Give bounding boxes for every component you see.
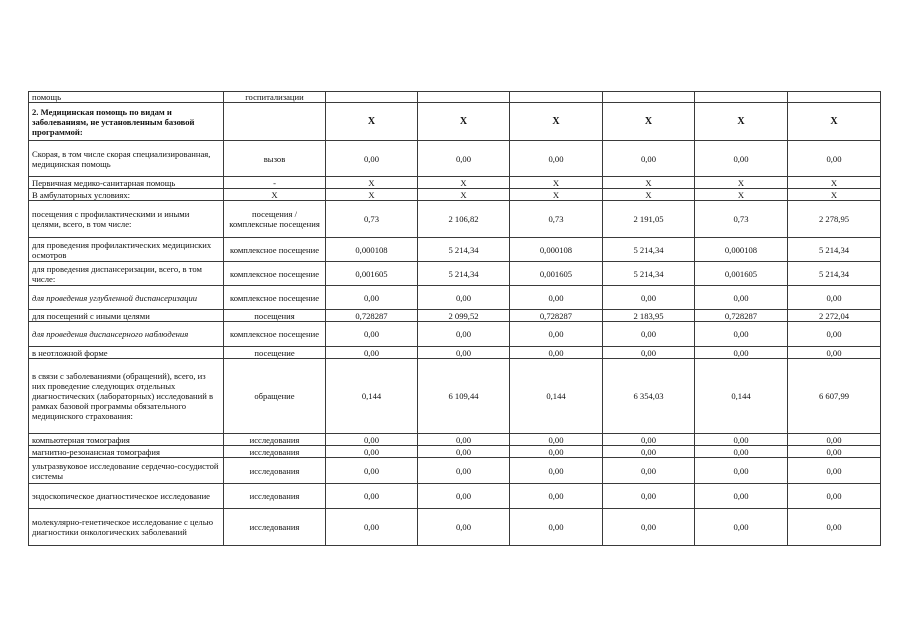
- value-cell: 0,00: [603, 322, 695, 347]
- row-label: В амбулаторных условиях:: [29, 189, 224, 201]
- value-cell: Х: [510, 103, 603, 141]
- value-cell: 0,00: [788, 458, 881, 484]
- value-cell: [326, 92, 418, 103]
- value-cell: 0,00: [418, 509, 510, 546]
- table-row: [29, 92, 881, 103]
- value-cell: 6 607,99: [788, 359, 881, 434]
- value-cell: 2 183,95: [603, 310, 695, 322]
- value-cell: 0,00: [603, 286, 695, 310]
- value-cell: 2 272,04: [788, 310, 881, 322]
- value-cell: 0,00: [326, 434, 418, 446]
- value-cell: 0,00: [788, 484, 881, 509]
- value-cell: Х: [418, 189, 510, 201]
- value-cell: 0,00: [510, 509, 603, 546]
- value-cell: 0,144: [695, 359, 788, 434]
- value-cell: 0,00: [326, 286, 418, 310]
- table-row: [29, 434, 881, 446]
- row-label: ультразвуковое исследование сердечно-сосудистой системы: [29, 458, 224, 484]
- program-norms-table: [28, 91, 881, 546]
- value-cell: Х: [326, 189, 418, 201]
- value-cell: 0,00: [603, 434, 695, 446]
- value-cell: Х: [603, 177, 695, 189]
- unit-cell: [224, 103, 326, 141]
- value-cell: 0,00: [603, 509, 695, 546]
- value-cell: 0,144: [510, 359, 603, 434]
- value-cell: 5 214,34: [418, 262, 510, 286]
- value-cell: 0,000108: [510, 238, 603, 262]
- table-row: [29, 509, 881, 546]
- row-label: посещения с профилактическими и иными целями, всего, в том числе:: [29, 201, 224, 238]
- row-label: 2. Медицинская помощь по видам и заболеваниям, не установленным базовой программой:: [29, 103, 224, 141]
- value-cell: 6 354,03: [603, 359, 695, 434]
- value-cell: Х: [326, 103, 418, 141]
- row-label: помощь: [29, 92, 224, 103]
- value-cell: 0,000108: [326, 238, 418, 262]
- value-cell: 0,00: [326, 458, 418, 484]
- value-cell: 0,00: [603, 347, 695, 359]
- table-row: [29, 262, 881, 286]
- unit-cell: исследования: [224, 434, 326, 446]
- row-label: для проведения углубленной диспансеризации: [29, 286, 224, 310]
- value-cell: 0,00: [695, 484, 788, 509]
- row-label: молекулярно-генетическое исследование с целью диагностики онкологических заболеваний: [29, 509, 224, 546]
- value-cell: Х: [695, 103, 788, 141]
- value-cell: 0,00: [418, 446, 510, 458]
- value-cell: 0,00: [695, 347, 788, 359]
- value-cell: 0,73: [510, 201, 603, 238]
- unit-cell: Х: [224, 189, 326, 201]
- unit-cell: посещения: [224, 310, 326, 322]
- table-row: [29, 458, 881, 484]
- value-cell: 0,00: [788, 347, 881, 359]
- unit-cell: госпитализации: [224, 92, 326, 103]
- value-cell: 0,00: [695, 434, 788, 446]
- unit-cell: посещение: [224, 347, 326, 359]
- value-cell: 0,00: [510, 347, 603, 359]
- value-cell: 0,00: [603, 458, 695, 484]
- value-cell: 0,00: [326, 446, 418, 458]
- row-label: для проведения диспансеризации, всего, в том числе:: [29, 262, 224, 286]
- table-row: [29, 201, 881, 238]
- row-label: эндоскопическое диагностическое исследование: [29, 484, 224, 509]
- value-cell: 0,00: [418, 286, 510, 310]
- value-cell: 0,00: [510, 141, 603, 177]
- value-cell: Х: [418, 177, 510, 189]
- value-cell: 0,00: [788, 446, 881, 458]
- value-cell: Х: [326, 177, 418, 189]
- table-row: [29, 286, 881, 310]
- value-cell: 0,00: [788, 434, 881, 446]
- value-cell: 0,00: [510, 434, 603, 446]
- document-page: [28, 91, 880, 546]
- value-cell: 0,00: [326, 322, 418, 347]
- value-cell: 0,00: [695, 322, 788, 347]
- value-cell: 0,144: [326, 359, 418, 434]
- value-cell: 0,00: [788, 322, 881, 347]
- value-cell: 2 106,82: [418, 201, 510, 238]
- row-label: Скорая, в том числе скорая специализированная, медицинская помощь: [29, 141, 224, 177]
- value-cell: Х: [788, 189, 881, 201]
- table-row: [29, 347, 881, 359]
- value-cell: 0,00: [510, 322, 603, 347]
- value-cell: 5 214,34: [418, 238, 510, 262]
- value-cell: 0,001605: [510, 262, 603, 286]
- table-row: [29, 310, 881, 322]
- value-cell: Х: [510, 189, 603, 201]
- value-cell: 0,00: [510, 484, 603, 509]
- unit-cell: -: [224, 177, 326, 189]
- unit-cell: исследования: [224, 446, 326, 458]
- value-cell: [695, 92, 788, 103]
- value-cell: 5 214,34: [788, 238, 881, 262]
- row-label: магнитно-резонансная томография: [29, 446, 224, 458]
- value-cell: 5 214,34: [788, 262, 881, 286]
- row-label: Первичная медико-санитарная помощь: [29, 177, 224, 189]
- value-cell: 0,00: [603, 141, 695, 177]
- value-cell: 2 278,95: [788, 201, 881, 238]
- value-cell: 0,00: [695, 286, 788, 310]
- unit-cell: посещения / комплексные посещения: [224, 201, 326, 238]
- table-body: [29, 92, 881, 546]
- unit-cell: исследования: [224, 484, 326, 509]
- value-cell: Х: [510, 177, 603, 189]
- value-cell: 0,00: [418, 347, 510, 359]
- value-cell: 0,728287: [510, 310, 603, 322]
- row-label: для проведения профилактических медицинских осмотров: [29, 238, 224, 262]
- value-cell: 6 109,44: [418, 359, 510, 434]
- value-cell: 0,73: [695, 201, 788, 238]
- unit-cell: обращение: [224, 359, 326, 434]
- value-cell: 0,728287: [326, 310, 418, 322]
- table-row: [29, 189, 881, 201]
- value-cell: 2 191,05: [603, 201, 695, 238]
- value-cell: 0,00: [418, 484, 510, 509]
- table-row: [29, 446, 881, 458]
- value-cell: 0,00: [326, 509, 418, 546]
- value-cell: 5 214,34: [603, 262, 695, 286]
- table-row: [29, 238, 881, 262]
- row-label: в связи с заболеваниями (обращений), всего, из них проведение следующих отдельных диагностических (лабораторных) исследований в рамках базовой программы обязательного медицинского страхования:: [29, 359, 224, 434]
- value-cell: 0,73: [326, 201, 418, 238]
- value-cell: Х: [695, 189, 788, 201]
- value-cell: 0,00: [510, 286, 603, 310]
- value-cell: [510, 92, 603, 103]
- value-cell: 0,00: [418, 322, 510, 347]
- value-cell: 5 214,34: [603, 238, 695, 262]
- value-cell: 0,00: [418, 458, 510, 484]
- unit-cell: исследования: [224, 509, 326, 546]
- table-row: [29, 322, 881, 347]
- unit-cell: исследования: [224, 458, 326, 484]
- table-row: [29, 484, 881, 509]
- value-cell: 0,001605: [326, 262, 418, 286]
- value-cell: Х: [788, 103, 881, 141]
- value-cell: Х: [603, 189, 695, 201]
- unit-cell: комплексное посещение: [224, 238, 326, 262]
- unit-cell: комплексное посещение: [224, 286, 326, 310]
- table-row: [29, 359, 881, 434]
- row-label: в неотложной форме: [29, 347, 224, 359]
- value-cell: [603, 92, 695, 103]
- value-cell: Х: [603, 103, 695, 141]
- value-cell: 0,00: [418, 434, 510, 446]
- value-cell: 0,001605: [695, 262, 788, 286]
- unit-cell: вызов: [224, 141, 326, 177]
- row-label: компьютерная томография: [29, 434, 224, 446]
- value-cell: 0,00: [695, 458, 788, 484]
- value-cell: 0,00: [603, 446, 695, 458]
- value-cell: Х: [418, 103, 510, 141]
- value-cell: 0,00: [326, 484, 418, 509]
- table-row: [29, 103, 881, 141]
- value-cell: 0,00: [695, 446, 788, 458]
- table-row: [29, 177, 881, 189]
- value-cell: 0,00: [418, 141, 510, 177]
- value-cell: 0,000108: [695, 238, 788, 262]
- value-cell: [788, 92, 881, 103]
- value-cell: 0,00: [326, 141, 418, 177]
- unit-cell: комплексное посещение: [224, 262, 326, 286]
- value-cell: 0,00: [510, 446, 603, 458]
- value-cell: Х: [788, 177, 881, 189]
- value-cell: 0,00: [695, 141, 788, 177]
- value-cell: 0,00: [326, 347, 418, 359]
- row-label: для посещений с иными целями: [29, 310, 224, 322]
- value-cell: Х: [695, 177, 788, 189]
- unit-cell: комплексное посещение: [224, 322, 326, 347]
- row-label: для проведения диспансерного наблюдения: [29, 322, 224, 347]
- value-cell: 0,00: [510, 458, 603, 484]
- value-cell: 0,00: [788, 286, 881, 310]
- value-cell: 0,00: [603, 484, 695, 509]
- value-cell: 2 099,52: [418, 310, 510, 322]
- value-cell: 0,00: [695, 509, 788, 546]
- value-cell: 0,00: [788, 509, 881, 546]
- value-cell: [418, 92, 510, 103]
- table-row: [29, 141, 881, 177]
- value-cell: 0,00: [788, 141, 881, 177]
- value-cell: 0,728287: [695, 310, 788, 322]
